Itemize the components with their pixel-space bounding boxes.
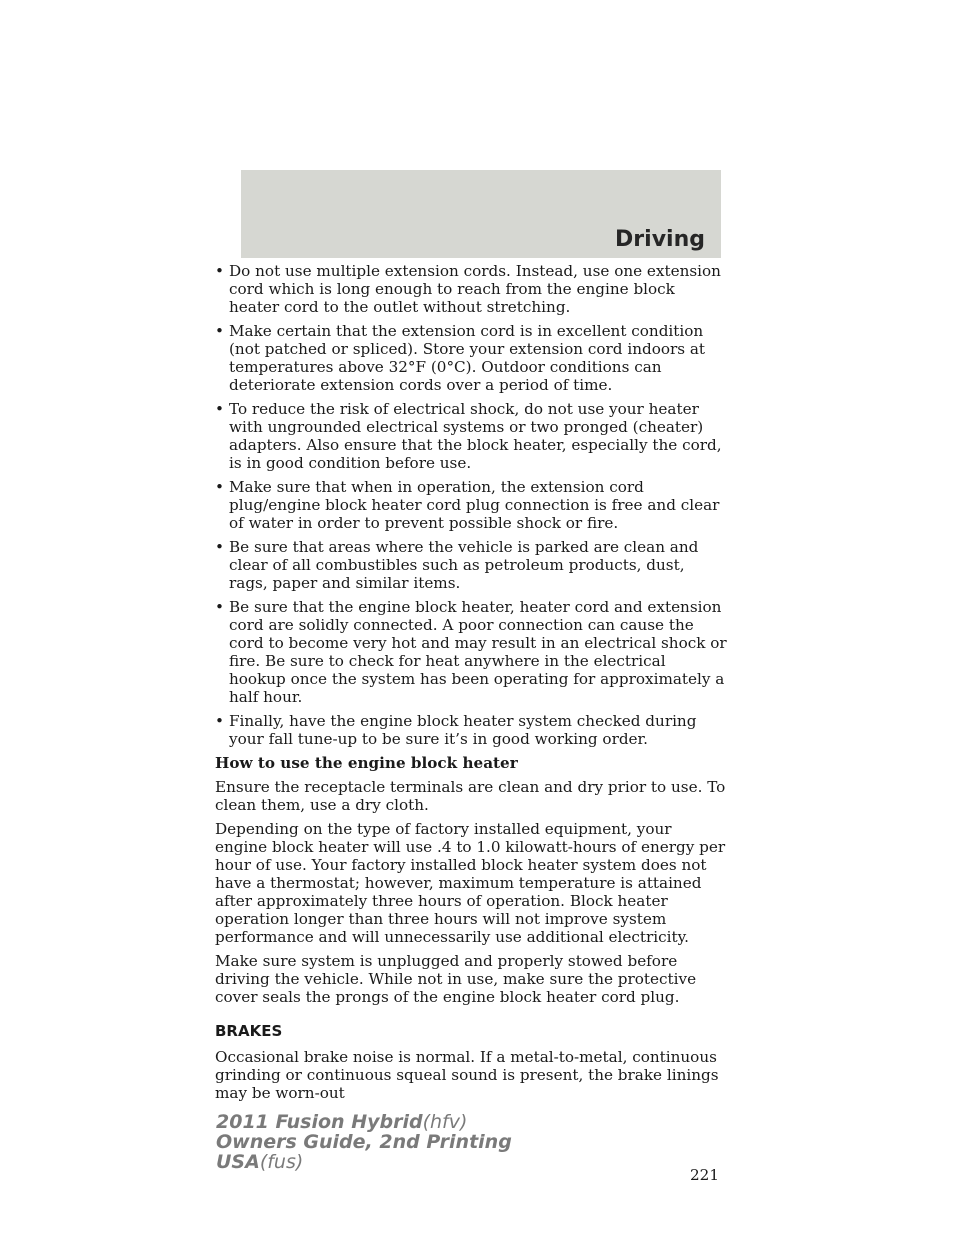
footer-market-code: (fus) [259,1151,304,1173]
bullet-dot: • [215,712,224,730]
footer-model: 2011 Fusion Hybrid [216,1111,423,1133]
bullet-text: Do not use multiple extension cords. Instead, use one extension cord which is long enough to reach from the engine block heater cord to the outlet without stretching. [229,262,721,316]
bullet-text: Make sure that when in operation, the extension cord plug/engine block heater cord plug connection is free and clear of water in order to prevent possible shock or fire. [229,478,720,532]
bullet-text: Finally, have the engine block heater system checked during your fall tune-up to be sure it’s in good working order. [229,712,697,748]
paragraph-unplug: Make sure system is unplugged and properly stowed before driving the vehicle. While not in use, make sure the protective cover seals the prongs of the engine block heater cord plug. [215,952,697,1006]
section-title: Driving [615,227,705,252]
footer-model-code: (hfv) [422,1111,468,1133]
subheading-block-heater: How to use the engine block heater [215,754,518,772]
bullet-text: To reduce the risk of electrical shock, do not use your heater with ungrounded electrical systems or two pronged (cheater) adapters. Also ensure that the block heater, especially the cord, is in good condition before use. [229,400,722,472]
bullet-item [215,262,727,316]
bullet-dot: • [215,262,224,280]
footer-guide: Owners Guide, 2nd Printing [216,1131,512,1153]
paragraph-brakes: Occasional brake noise is normal. If a metal-to-metal, continuous grinding or continuous squeal sound is present, the brake linings may be worn-out [215,1048,719,1102]
bullet-dot: • [215,538,224,556]
bullet-dot: • [215,598,224,616]
paragraph-receptacle: Ensure the receptacle terminals are clean and dry prior to use. To clean them, use a dry cloth. [215,778,726,814]
bullet-item [215,538,727,592]
bullet-item [215,322,727,394]
bullet-item [215,478,727,532]
bullet-item [215,712,727,748]
section-header-band [241,170,721,258]
document-footer [216,1112,512,1172]
paragraph-energy-use: Depending on the type of factory installed equipment, your engine block heater will use .4 to 1.0 kilowatt-hours of energy per hour of use. Your factory installed block heater system does not have a thermostat; however, maximum temperature is attained after approximately three hours of operation. Block heater operation longer than three hours will not improve system performance and will unnecessarily use additional electricity. [215,820,726,946]
footer-market: USA [216,1151,260,1173]
page-content [215,262,727,1108]
bullet-dot: • [215,322,224,340]
bullet-item [215,400,727,472]
safety-bullet-list [215,262,727,748]
page-number: 221 [690,1166,719,1184]
bullet-text: Be sure that areas where the vehicle is parked are clean and clear of all combustibles such as petroleum products, dust, rags, paper and similar items. [229,538,699,592]
bullet-text: Make certain that the extension cord is in excellent condition (not patched or spliced). Store your extension cord indoors at temperatures above 32°F (0°C). Outdoor conditions can deteriorate extension cords over a period of time. [229,322,706,394]
footer-line-model [216,1112,512,1132]
bullet-text: Be sure that the engine block heater, heater cord and extension cord are solidly connected. A poor connection can cause the cord to become very hot and may result in an electrical shock or fire. Be sure to check for heat anywhere in the electrical hookup once the system has been operating for approximately a half hour. [229,598,727,706]
bullet-dot: • [215,400,224,418]
bullet-item [215,598,727,706]
footer-line-market [216,1152,512,1172]
footer-line-guide [216,1132,512,1152]
bullet-dot: • [215,478,224,496]
section-heading-brakes: BRAKES [215,1022,283,1040]
